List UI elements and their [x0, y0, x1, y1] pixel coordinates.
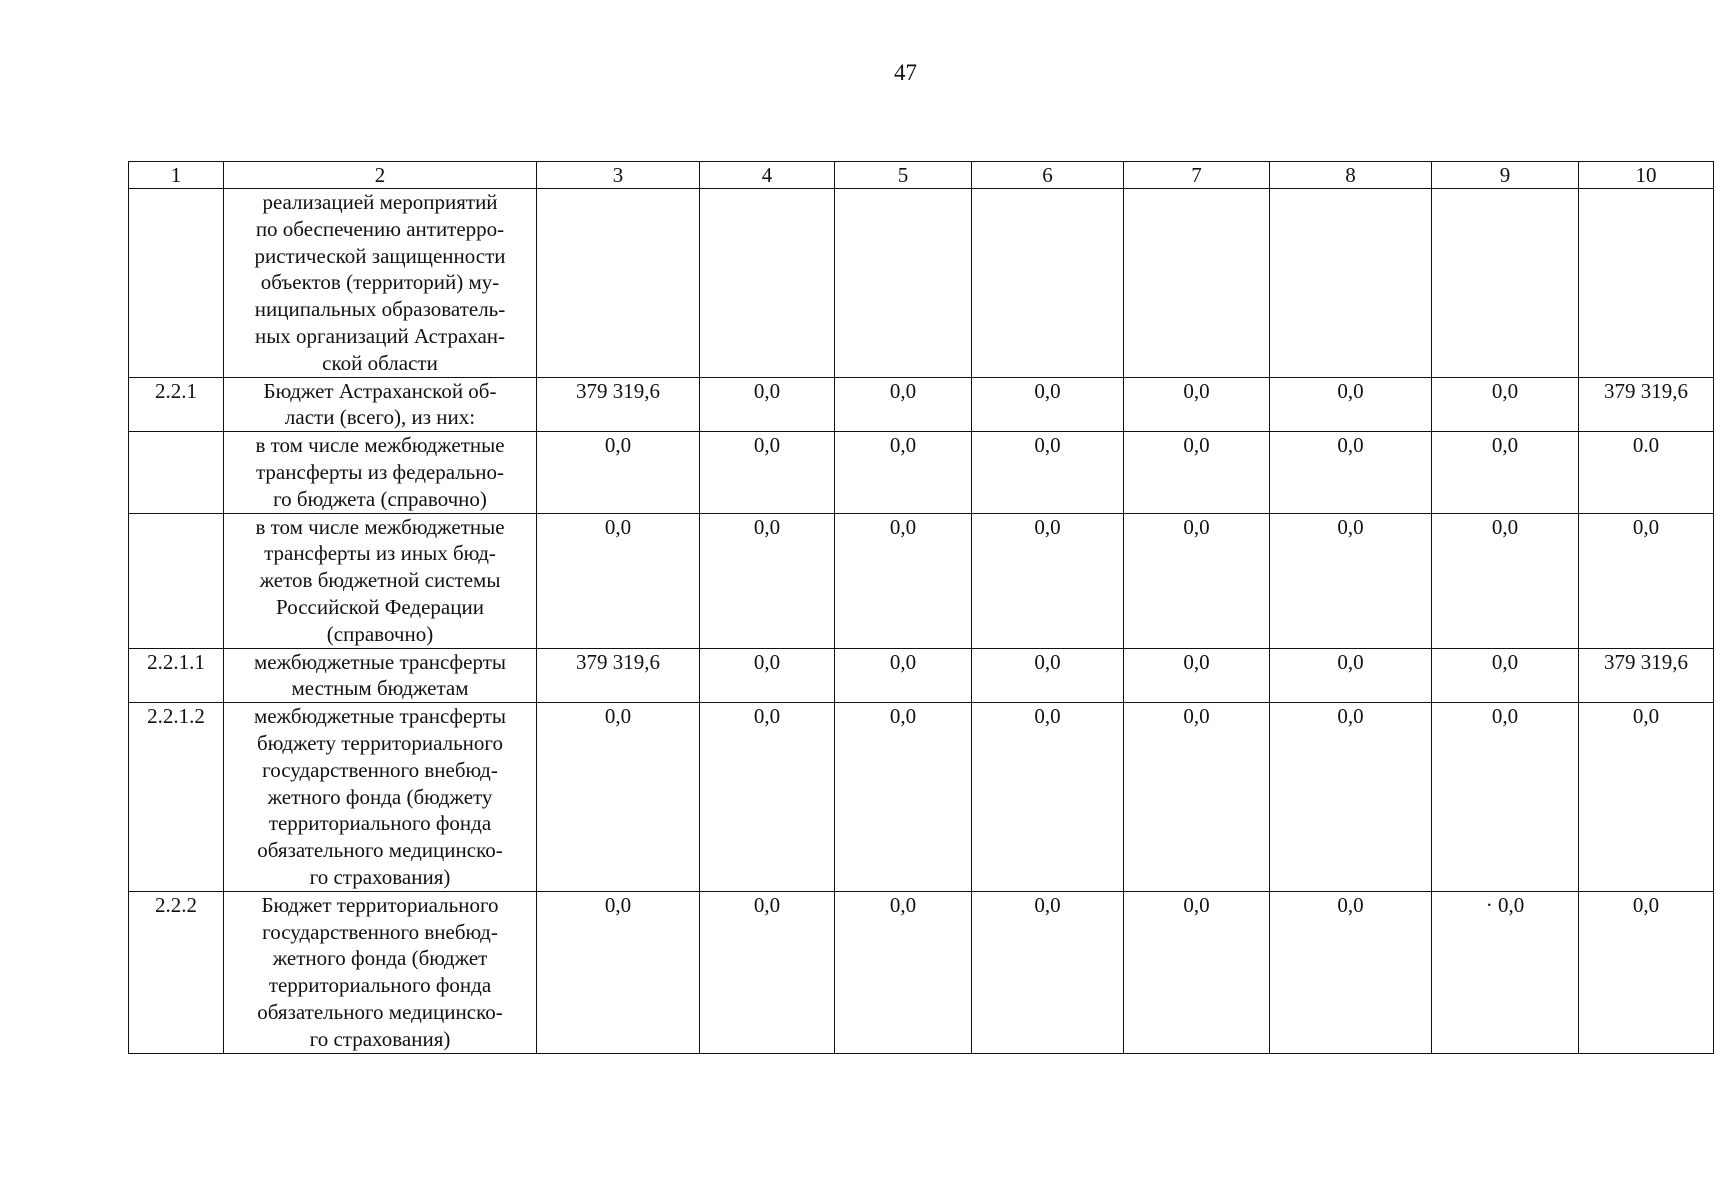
- table-row: [129, 189, 1714, 378]
- description-line: трансферты из иных бюд-: [264, 541, 496, 566]
- description-line: обязательного медицинско-: [257, 999, 503, 1024]
- value-cell: 0,0: [1579, 513, 1714, 648]
- description-line: ристической защищенности: [254, 243, 506, 268]
- description-line: (справочно): [326, 621, 434, 646]
- page-number: 47: [894, 60, 917, 85]
- value-cell: 0,0: [1124, 891, 1270, 1053]
- value-cell: [1579, 189, 1714, 378]
- description-line: Бюджет территориального: [261, 892, 499, 917]
- header-cell: 8: [1270, 162, 1432, 189]
- value-cell: [972, 189, 1124, 378]
- value-cell: 0,0: [1579, 891, 1714, 1053]
- table-row: [129, 703, 1714, 892]
- header-cell: 2: [224, 162, 537, 189]
- description-line: межбюджетные трансферты: [254, 649, 506, 674]
- value-cell: [1270, 189, 1432, 378]
- description-line: объектов (территорий) му-: [260, 270, 500, 295]
- description-line: жетного фонда (бюджету: [267, 784, 493, 809]
- value-cell: 0,0: [1579, 703, 1714, 892]
- header-cell: 1: [129, 162, 224, 189]
- table-row: [129, 432, 1714, 513]
- value-cell: [1432, 189, 1579, 378]
- value-cell: 0,0: [1124, 432, 1270, 513]
- description-line: по обеспечению антитерро-: [255, 216, 505, 241]
- description-line: бюджету территориального: [257, 730, 503, 755]
- value-cell: 0,0: [972, 891, 1124, 1053]
- description-line: местным бюджетам: [291, 676, 469, 701]
- row-description-cell: [224, 432, 537, 513]
- value-cell: 0,0: [1270, 648, 1432, 703]
- table-row: [129, 377, 1714, 432]
- header-cell: 7: [1124, 162, 1270, 189]
- value-cell: 0,0: [1270, 377, 1432, 432]
- description-line: ных организаций Астрахан-: [254, 323, 506, 348]
- header-cell: 9: [1432, 162, 1579, 189]
- value-cell: 0,0: [1270, 891, 1432, 1053]
- value-cell: [835, 189, 972, 378]
- description-line: реализацией мероприятий: [262, 190, 498, 214]
- value-cell: 0,0: [1432, 513, 1579, 648]
- value-cell: 0,0: [835, 377, 972, 432]
- value-cell: 0,0: [700, 891, 835, 1053]
- value-cell: 0,0: [1432, 648, 1579, 703]
- description-line: го бюджета (справочно): [273, 486, 487, 511]
- table-header: [129, 162, 1714, 189]
- value-cell: 0,0: [1124, 513, 1270, 648]
- header-cell: 10: [1579, 162, 1714, 189]
- header-cell: 6: [972, 162, 1124, 189]
- description-line: Российской Федерации: [276, 594, 484, 619]
- value-cell: [700, 189, 835, 378]
- description-line: трансферты из федерально-: [256, 459, 504, 484]
- value-cell: [1124, 189, 1270, 378]
- value-cell: 379 319,6: [537, 377, 700, 432]
- header-row: [129, 162, 1714, 189]
- value-cell: 0,0: [1432, 703, 1579, 892]
- value-cell: 0,0: [835, 648, 972, 703]
- description-line: государственного внебюд-: [262, 919, 498, 944]
- value-cell: 0,0: [1270, 703, 1432, 892]
- row-description-cell: [224, 189, 537, 378]
- budget-table: [128, 161, 1714, 1054]
- value-cell: 0,0: [972, 703, 1124, 892]
- row-description-cell: [224, 891, 537, 1053]
- value-cell: 0,0: [1270, 432, 1432, 513]
- description-line: государственного внебюд-: [262, 757, 498, 782]
- table-body: [129, 189, 1714, 1054]
- value-cell: 0,0: [700, 377, 835, 432]
- value-cell: · 0,0: [1432, 891, 1579, 1053]
- value-cell: 0,0: [537, 513, 700, 648]
- value-cell: [537, 189, 700, 378]
- value-cell: 0,0: [972, 377, 1124, 432]
- value-cell: 0,0: [1270, 513, 1432, 648]
- row-code-cell: [129, 432, 224, 513]
- description-line: ниципальных образователь-: [254, 297, 506, 322]
- value-cell: 0,0: [700, 703, 835, 892]
- description-line: Бюджет Астраханской об-: [263, 378, 497, 403]
- row-description-cell: [224, 377, 537, 432]
- description-line: жетов бюджетной системы: [259, 568, 501, 593]
- header-cell: 5: [835, 162, 972, 189]
- value-cell: 0,0: [700, 648, 835, 703]
- value-cell: 0,0: [972, 648, 1124, 703]
- description-line: в том числе межбюджетные: [255, 514, 505, 539]
- description-line: обязательного медицинско-: [257, 838, 503, 863]
- value-cell: 0,0: [700, 513, 835, 648]
- table-row: [129, 648, 1714, 703]
- table-row: [129, 891, 1714, 1053]
- value-cell: 0,0: [972, 513, 1124, 648]
- row-code-cell: 2.2.1.1: [129, 648, 224, 703]
- table-row: [129, 513, 1714, 648]
- value-cell: 0,0: [972, 432, 1124, 513]
- description-line: территориального фонда: [268, 973, 492, 998]
- value-cell: 0,0: [835, 432, 972, 513]
- row-description-cell: [224, 648, 537, 703]
- header-cell: 3: [537, 162, 700, 189]
- value-cell: 0,0: [1432, 377, 1579, 432]
- row-code-cell: [129, 513, 224, 648]
- value-cell: 0,0: [537, 891, 700, 1053]
- description-line: ласти (всего), из них:: [284, 405, 476, 430]
- description-line: го страхования): [309, 1026, 451, 1051]
- value-cell: 0,0: [700, 432, 835, 513]
- value-cell: 0,0: [1124, 703, 1270, 892]
- value-cell: 0,0: [835, 891, 972, 1053]
- row-code-cell: 2.2.1.2: [129, 703, 224, 892]
- value-cell: 0,0: [1432, 432, 1579, 513]
- value-cell: 0,0: [537, 432, 700, 513]
- row-code-cell: 2.2.1: [129, 377, 224, 432]
- row-code-cell: [129, 189, 224, 378]
- value-cell: 0,0: [1124, 377, 1270, 432]
- value-cell: 379 319,6: [1579, 648, 1714, 703]
- row-description-cell: [224, 703, 537, 892]
- description-line: го страхования): [309, 864, 451, 889]
- description-line: жетного фонда (бюджет: [272, 946, 488, 971]
- value-cell: 379 319,6: [1579, 377, 1714, 432]
- row-code-cell: 2.2.2: [129, 891, 224, 1053]
- value-cell: 379 319,6: [537, 648, 700, 703]
- description-line: ской области: [322, 350, 438, 375]
- description-line: в том числе межбюджетные: [255, 433, 505, 458]
- row-description-cell: [224, 513, 537, 648]
- value-cell: 0,0: [1124, 648, 1270, 703]
- value-cell: 0,0: [537, 703, 700, 892]
- value-cell: 0,0: [835, 513, 972, 648]
- value-cell: 0,0: [835, 703, 972, 892]
- value-cell: 0.0: [1579, 432, 1714, 513]
- description-line: межбюджетные трансферты: [254, 704, 506, 729]
- description-line: территориального фонда: [268, 811, 492, 836]
- header-cell: 4: [700, 162, 835, 189]
